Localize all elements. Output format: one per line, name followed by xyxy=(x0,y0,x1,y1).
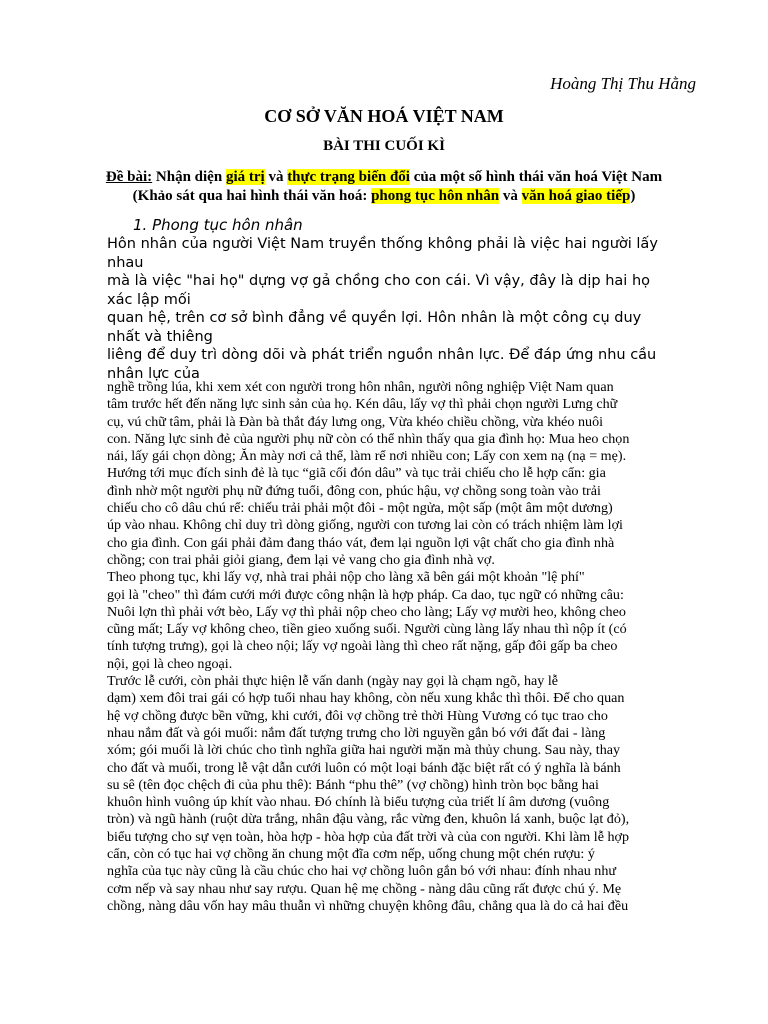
text-line: úp vào nhau. Không chỉ duy trì dòng giống, người con tương lai còn có trách nhiệm làm lợi xyxy=(107,517,623,534)
text-line: nội, gọi là cheo ngoại. xyxy=(107,655,233,672)
text-line: nghĩa của tục này cũng là cầu chúc cho hai vợ chồng luôn gắn bó với nhau: đính nhau như xyxy=(107,863,617,880)
text-line: con. Năng lực sinh đẻ của người phụ nữ còn có thể nhìn thấy qua gia đình họ: Mua heo chọn xyxy=(107,430,630,447)
topic-text: (Khảo sát qua hai hình thái văn hoá: xyxy=(132,188,372,204)
highlight-gia-tri: giá trị xyxy=(225,169,265,185)
sans-paragraph xyxy=(107,235,707,383)
text-line: cho đất và muối, trong lễ vật dẫn cưới luôn có một loại bánh đặc biệt rất có ý nghĩa là bánh xyxy=(107,759,621,776)
text-line: biểu tượng cho sự vẹn toàn, hòa hợp - hòa hợp của đất trời và của con người. Khi làm lễ hợp xyxy=(107,828,630,845)
text-line: tâm trước hết đến năng lực sinh sản của họ. Kén dâu, lấy vợ thì phải chọn người Lưng chữ xyxy=(107,396,618,413)
topic-label: Đề bài: xyxy=(105,169,153,185)
text-line: Hôn nhân của người Việt Nam truyền thống không phải là việc hai người lấy xyxy=(107,236,658,252)
section-heading: 1. Phong tục hôn nhân xyxy=(133,216,303,234)
topic-text: và xyxy=(264,169,288,185)
highlight-van-hoa: văn hoá giao tiếp xyxy=(521,188,631,204)
author-name: Hoàng Thị Thu Hằng xyxy=(550,74,696,93)
text-line: Nuôi lợn thì phải vớt bèo, Lấy vợ thì phải nộp cheo cho làng; Lấy vợ mười heo, không cheo xyxy=(107,603,626,620)
text-line: liêng để duy trì dòng dõi và phát triển nguồn nhân lực. Để đáp ứng nhu cầu xyxy=(107,347,657,363)
text-line: dạm) xem đôi trai gái có hợp tuổi nhau hay không, còn nếu xung khắc thì thôi. Để cho quan xyxy=(107,690,625,707)
text-line: quan hệ, trên cơ sở bình đẳng về quyền lợi. Hôn nhân là một công cụ duy xyxy=(107,310,642,326)
text-line: chồng; con trai phải giỏi giang, đem lại vẻ vang cho gia đình nhà vợ. xyxy=(107,551,495,568)
text-line: nhất và thiêng xyxy=(107,328,213,345)
text-line: đình nhờ một người phụ nữ đứng tuổi, đông con, phúc hậu, vợ chồng song toàn vào trải xyxy=(107,482,601,499)
text-line: cẩn, còn có tục hai vợ chồng ăn chung một đĩa cơm nếp, uống chung một chén rượu: ý xyxy=(107,846,595,863)
text-line: nái, lấy gái chọn dòng; Ăn mày nơi cả thể, làm rể nơi nhiều con; Lấy con xem nạ (nạ = mẹ). xyxy=(107,448,627,465)
document-title: CƠ SỞ VĂN HOÁ VIỆT NAM xyxy=(264,106,504,126)
text-line: nhau xyxy=(107,254,144,271)
text-line: mà là việc "hai họ" dựng vợ gả chồng cho con cái. Vì vậy, đây là dịp hai họ xyxy=(107,273,651,289)
body-paragraph xyxy=(107,379,707,915)
text-line: xác lập mối xyxy=(107,291,191,308)
text-line: cho gia đình. Con gái phải đảm đang tháo vát, đem lại nguồn lợi vật chất cho gia đình nhà xyxy=(107,534,615,551)
document-subtitle: BÀI THI CUỐI KÌ xyxy=(323,138,445,154)
text-line: cụ, vú chữ tâm, phải là Đàn bà thắt đáy lưng ong, Vừa khéo chiều chồng, vừa khéo nuôi xyxy=(107,413,604,430)
text-line: gọi là "cheo" thì đám cưới mới được công nhận là hợp pháp. Ca dao, tục ngữ có những câu: xyxy=(107,586,624,603)
text-line: Hướng tới mục đích sinh đẻ là tục “giã cối đón dâu” và tục trải chiếu cho lễ hợp cẩn: gia xyxy=(107,465,606,482)
topic-text: của một số hình thái văn hoá Việt Nam xyxy=(409,169,663,185)
text-line: chồng, nàng dâu vốn hay mâu thuẫn vì những chuyện không đâu, chẳng qua là do cả hai đều xyxy=(107,897,629,914)
text-line: nhân lực của xyxy=(107,365,200,382)
text-line: nghề trồng lúa, khi xem xét con người trong hôn nhân, người nông nghiệp Việt Nam quan xyxy=(107,379,614,395)
text-line: nhau nắm đất và gói muối: nắm đất tượng trưng cho lời nguyền gắn bó với đất đai - làng xyxy=(107,724,606,741)
text-line: hệ vợ chồng được bền vững, khi cưới, đôi vợ chồng trẻ thời Hùng Vương có tục trao cho xyxy=(107,707,608,724)
text-line: tính tượng trưng), gọi là cheo nội; lấy vợ ngoài làng thì cheo rất nặng, gấp đôi gấp ba cheo xyxy=(107,638,618,655)
topic-text: Nhận diện xyxy=(152,169,226,185)
topic-line-1 xyxy=(0,169,768,186)
text-line: Theo phong tục, khi lấy vợ, nhà trai phải nộp cho làng xã bên gái một khoản "lệ phí" xyxy=(107,569,585,586)
highlight-thuc-trang: thực trạng biến đổi xyxy=(287,169,410,185)
text-line: tròn) và ngũ hành (ruột dừa trắng, nhân đậu vàng, rắc vừng đen, khuôn lá xanh, buộc lạt đỏ), xyxy=(107,811,630,828)
text-line: cơm nếp và say nhau như say rượu. Quan hệ mẹ chồng - nàng dâu cũng rất được chú ý. Mẹ xyxy=(107,880,622,897)
topic-text: ) xyxy=(630,188,636,204)
topic-text: và xyxy=(499,188,522,204)
text-line: Trước lễ cưới, còn phải thực hiện lễ vấn danh (ngày nay gọi là chạm ngõ, hay lễ xyxy=(107,673,558,690)
highlight-phong-tuc: phong tục hôn nhân xyxy=(371,188,500,204)
text-line: xóm; gói muối là lời chúc cho tình nghĩa giữa hai người mặn mà thủy chung. Sau này, thay xyxy=(107,742,621,759)
topic-line-2 xyxy=(0,188,768,205)
text-line: khuôn hình vuông úp khít vào nhau. Đó chính là biểu tượng của triết lí âm dương (vuông xyxy=(107,794,610,811)
text-line: cũng mất; Lấy vợ không cheo, tiền gieo xuống suối. Người cùng làng lấy nhau thì nộp ít (có xyxy=(107,621,627,638)
text-line: chiếu cho cô dâu chú rể: chiếu trải phải một đôi - một ngửa, một sấp (một âm một dương) xyxy=(107,500,613,517)
text-line: su sê (tên đọc chệch đi của phu thê): Bánh “phu thê” (vợ chồng) hình tròn bọc bằng hai xyxy=(107,776,599,793)
